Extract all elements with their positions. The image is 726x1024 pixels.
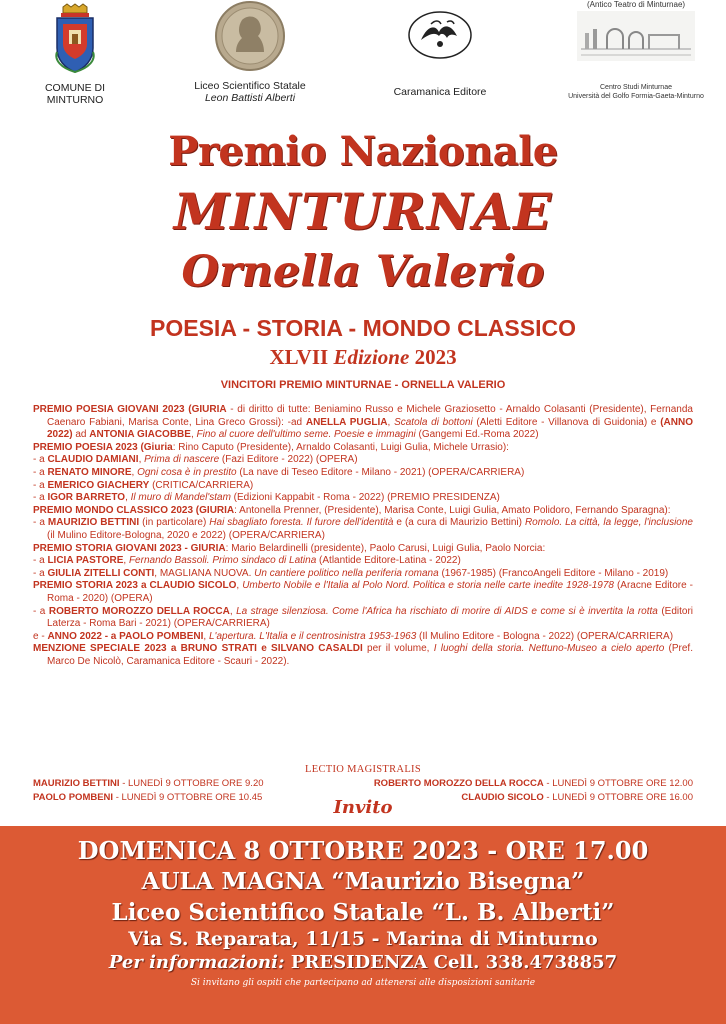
list-item: - a LICIA PASTORE, Fernando Bassoli. Primo sindaco di Latina (Atlantide Editore-Latina - 2022) bbox=[33, 555, 461, 567]
list-item: PREMIO POESIA 2023 (Giuria: Rino Caputo (Presidente), Arnaldo Colasanti, Luigi Gulia, Michele Urrasio): bbox=[33, 441, 509, 453]
logo-caption-line1: COMUNE DI bbox=[44, 82, 106, 94]
engraving-icon bbox=[407, 10, 473, 60]
list-item: PREMIO POESIA GIOVANI 2023 (GIURIA - di diritto di tutte: Beniamino Russo e Michele Graziosetto - Arnaldo Colasanti (Presidente), Fernanda Caenaro Fabiani, Marisa Conte, Lina Greco Grossi): -ad ANELLA PUGLIA, Scatola di bottoni (Aletti Editore - Villanova di Guidonia) e (ANNO 2022) ad ANTONIA GIACOBBE, Fino al cuore dell'ultimo seme. Poesie e immagini (Gangemi Ed.-Roma 2022) bbox=[33, 404, 693, 441]
edition-word: Edizione bbox=[333, 345, 410, 369]
event-info bbox=[0, 952, 726, 973]
coat-of-arms-icon bbox=[53, 2, 97, 78]
logo-comune-minturno bbox=[30, 2, 120, 106]
event-hall: AULA MAGNA “Maurizio Bisegna” bbox=[141, 868, 585, 895]
logo-caption-line2: MINTURNO bbox=[46, 94, 104, 106]
logo-liceo bbox=[180, 0, 320, 104]
event-address: Via S. Reparata, 11/15 - Marina di Minturno bbox=[128, 928, 598, 950]
list-item: PREMIO MONDO CLASSICO 2023 (GIURIA: Antonella Prenner, (Presidente), Marisa Conte, Luigi Gulia, Amato Polidoro, Fernando Sparagna): bbox=[33, 504, 671, 516]
edition-year: 2023 bbox=[414, 345, 457, 369]
title-premio-nazionale: Premio Nazionale bbox=[168, 128, 558, 175]
lectio-item: CLAUDIO SICOLO - LUNEDÌ 9 OTTOBRE ORE 16.00 bbox=[461, 792, 693, 803]
subtitle-categories: POESIA - STORIA - MONDO CLASSICO bbox=[150, 315, 576, 341]
logo-caption-line2: Università del Golfo Formia-Gaeta-Minturno bbox=[568, 93, 704, 100]
list-item: - a RENATO MINORE, Ogni cosa è in prestito (La nave di Teseo Editore - Milano - 2021) (OPERA/CARRIERA) bbox=[33, 466, 525, 478]
event-info-label: Per informazioni: bbox=[108, 952, 285, 973]
list-item: PREMIO STORIA GIOVANI 2023 - GIURIA: Mario Belardinelli (presidente), Paolo Carusi, Luigi Gulia, Paolo Norcia: bbox=[33, 542, 546, 554]
logo-centro-studi bbox=[566, 0, 706, 101]
list-item: PREMIO STORIA 2023 a CLAUDIO SICOLO, Umberto Nobile e l'Italia al Polo Nord. Politica e storia nelle carte inedite 1928-1978 (Aracne Editore - Roma - 2020) (OPERA) bbox=[33, 580, 694, 604]
lectio-heading: LECTIO MAGISTRALIS bbox=[305, 764, 421, 775]
winners-heading: VINCITORI PREMIO MINTURNAE - ORNELLA VALERIO bbox=[220, 379, 506, 391]
list-item: e - ANNO 2022 - a PAOLO POMBENI, L'apertura. L'Italia e il centrosinistra 1953-1963 (Il Mulino Editore - Bologna - 2022) (OPERA/CARRIERA) bbox=[33, 630, 674, 642]
title-ornella-valerio: Ornella Valerio bbox=[181, 247, 545, 297]
list-item: - a MAURIZIO BETTINI (in particolare) Hai sbagliato foresta. Il furore dell'identità e (a cura di Maurizio Bettini) Romolo. La città, la legge, l'inclusione (il Mulino Editore-Bologna, 2020 e 2022) (OPERA/CARRIERA) bbox=[33, 517, 693, 541]
list-item: - a ROBERTO MOROZZO DELLA ROCCA, La strage silenziosa. Come l'Africa ha rischiato di morire di AIDS e come si è invertita la rotta (Editori Laterza - Roma Bari - 2021) (OPERA/CARRIERA) bbox=[33, 605, 694, 630]
winners-list bbox=[33, 404, 693, 668]
list-item: - a CLAUDIO DAMIANI, Prima di nascere (Fazi Editore - 2022) (OPERA) bbox=[33, 454, 358, 466]
list-item: - a GIULIA ZITELLI CONTI, MAGLIANA NUOVA. Un cantiere politico nella periferia romana (1967-1985) (FrancoAngeli Editore - Milano - 2019) bbox=[33, 567, 669, 579]
lectio-item: ROBERTO MOROZZO DELLA ROCCA - LUNEDÌ 9 OTTOBRE ORE 12.00 bbox=[373, 778, 693, 789]
lectio-item: PAOLO POMBENI - LUNEDÌ 9 OTTOBRE ORE 10.45 bbox=[33, 792, 263, 803]
event-school: Liceo Scientifico Statale “L. B. Alberti” bbox=[111, 899, 615, 926]
logo-caption-line2: Leon Battisti Alberti bbox=[204, 92, 296, 104]
invito-heading: Invito bbox=[333, 797, 393, 818]
event-note: Si invitano gli ospiti che partecipano ad attenersi alle disposizioni sanitarie bbox=[190, 978, 536, 988]
logo-caramanica bbox=[380, 10, 500, 98]
event-date: DOMENICA 8 OTTOBRE 2023 - ORE 17.00 bbox=[77, 836, 649, 865]
list-item: MENZIONE SPECIALE 2023 a BRUNO STRATI e SILVANO CASALDI per il volume, I luoghi della storia. Nettuno-Museo a cielo aperto (Pref. Marco De Nicolò, Caramanica Editore - Scauri - 2022). bbox=[33, 643, 693, 667]
edition-roman: XLVII bbox=[269, 345, 329, 369]
event-info-value: PRESIDENZA Cell. 338.4738857 bbox=[284, 952, 618, 973]
logo-top-caption: (Antico Teatro di Minturnae) bbox=[586, 0, 686, 9]
medallion-icon bbox=[214, 0, 286, 72]
title-minturnae: MINTURNAE bbox=[173, 182, 553, 241]
edition-line bbox=[0, 345, 726, 370]
logo-caption-line1: Caramanica Editore bbox=[393, 86, 487, 98]
list-item: - a IGOR BARRETO, Il muro di Mandel'stam (Edizioni Kappabit - Roma - 2022) (PREMIO PRESIDENZA) bbox=[33, 492, 500, 504]
lectio-item: MAURIZIO BETTINI - LUNEDÌ 9 OTTOBRE ORE 9.20 bbox=[33, 778, 264, 789]
list-item: - a EMERICO GIACHERY (CRITICA/CARRIERA) bbox=[33, 479, 254, 491]
logo-caption-line1: Liceo Scientifico Statale bbox=[194, 80, 306, 92]
theater-ruins-icon bbox=[577, 11, 695, 61]
logo-caption-line1: Centro Studi Minturnae bbox=[600, 84, 672, 91]
